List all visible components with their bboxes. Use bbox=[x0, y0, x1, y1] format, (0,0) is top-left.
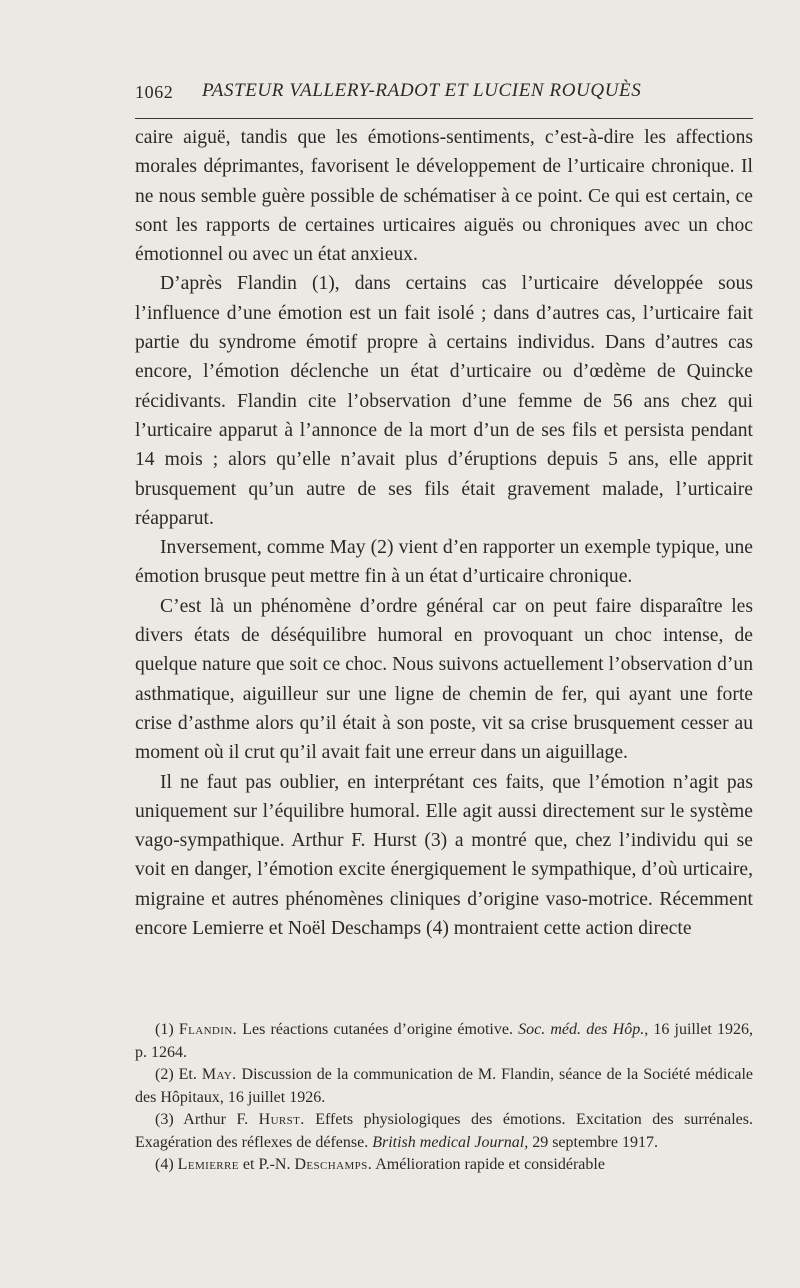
footnote-marker: (3) bbox=[155, 1111, 174, 1128]
footnote-author: Lemierre bbox=[177, 1156, 239, 1173]
footnote-author: Flandin. bbox=[178, 1021, 238, 1038]
header-rule bbox=[135, 118, 753, 119]
paragraph: caire aiguë, tandis que les émotions-sentiments, c’est-à-dire les affections morales déprimantes, favorisent le développement de l’urticaire chronique. Il ne nous semble guère possible de schématiser à ce point. Ce qui est certain, ce sont les rapports de certaines urticaires aiguës ou chroniques avec un choc émotionnel ou avec un état anxieux. bbox=[135, 127, 753, 266]
footnote-text: Les réactions cutanées d’origine émotive. bbox=[242, 1021, 513, 1038]
footnote-prefix: Arthur F. bbox=[183, 1111, 249, 1128]
footnotes bbox=[135, 1019, 753, 1177]
footnote bbox=[135, 1109, 753, 1154]
footnote-author: Hurst. bbox=[258, 1111, 305, 1128]
footnote-text: Discussion de la communication de M. Flandin, séance de la Société médicale des Hôpitaux, 16 juillet 1926. bbox=[135, 1066, 754, 1106]
footnote-marker: (1) bbox=[155, 1021, 174, 1038]
footnote-prefix: Et. bbox=[178, 1066, 197, 1083]
footnote bbox=[135, 1154, 753, 1177]
page-header bbox=[135, 78, 753, 106]
running-head: PASTEUR VALLERY-RADOT ET LUCIEN ROUQUÈS bbox=[202, 80, 642, 101]
body-text bbox=[135, 123, 753, 943]
footnote-marker: (4) bbox=[155, 1156, 174, 1173]
footnote-journal: Soc. méd. des Hôp., bbox=[518, 1021, 649, 1038]
page-number: 1062 bbox=[135, 82, 174, 102]
footnote-journal: British medical Journal, bbox=[372, 1133, 529, 1151]
footnote-marker: (2) bbox=[155, 1066, 174, 1083]
paragraph: Inversement, comme May (2) vient d’en rapporter un exemple typique, une émotion brusque peut mettre fin à un état d’urticaire chronique. bbox=[135, 537, 753, 588]
footnote bbox=[135, 1064, 753, 1109]
footnote-author: Deschamps. bbox=[294, 1156, 373, 1173]
footnote-text: Effets physiologiques des émotions. Excitation des surrénales. Exagération des réflexes de défense. bbox=[135, 1111, 754, 1151]
footnote-rest: 29 septembre 1917. bbox=[532, 1133, 658, 1151]
footnote-conjunction: et P.-N. bbox=[242, 1156, 291, 1173]
footnote-author: May. bbox=[201, 1066, 237, 1083]
footnote-rest: 16 juillet 1926, p. 1264. bbox=[135, 1021, 754, 1061]
paragraph: C’est là un phénomène d’ordre général car on peut faire disparaître les divers états de déséquilibre humoral en provoquant un choc intense, de quelque nature que soit ce choc. Nous suivons actuellement l’observation d’un asthmatique, aiguilleur sur une ligne de chemin de fer, qui ayant une forte crise d’asthme alors qu’il était à son poste, vit sa crise brusquement cesser au moment où il crut qu’il avait fait une erreur dans un aiguillage. bbox=[135, 595, 753, 764]
paragraph: Il ne faut pas oublier, en interprétant ces faits, que l’émotion n’agit pas uniquement sur l’équilibre humoral. Elle agit aussi directement sur le système vago-sympathique. Arthur F. Hurst (3) a montré que, chez l’individu qui se voit en danger, l’émotion excite énergiquement le sympathique, d’où urticaire, migraine et autres phénomènes cliniques d’origine vaso-motrice. Récemment encore Lemierre et Noël Deschamps (4) montraient cette action directe bbox=[135, 771, 753, 940]
paragraph: D’après Flandin (1), dans certains cas l’urticaire développée sous l’influence d’une émotion est un fait isolé ; dans d’autres cas, l’urticaire fait partie du syndrome émotif propre à certains individus. Dans d’autres cas encore, l’émotion déclenche un état d’urticaire ou d’œdème de Quincke récidivants. Flandin cite l’observation d’une femme de 56 ans chez qui l’urticaire apparut à l’annonce de la mort d’un de ses fils et persista pendant 14 mois ; alors qu’elle n’avait plus d’éruptions depuis 5 ans, elle apprit brusquement qu’un autre de ses fils était gravement malade, l’urticaire réapparut. bbox=[135, 273, 753, 529]
footnote-text: Amélioration rapide et considérable bbox=[375, 1156, 605, 1173]
footnote bbox=[135, 1019, 753, 1064]
